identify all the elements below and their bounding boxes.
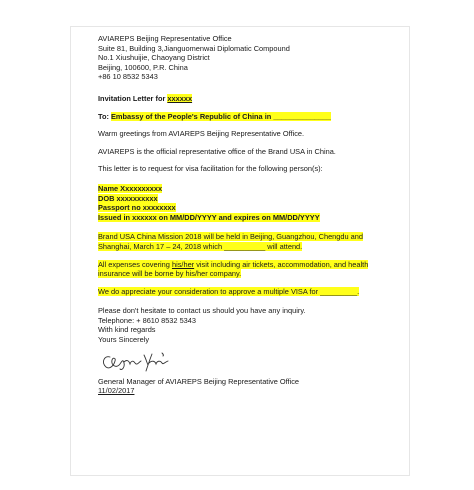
sender-line: Suite 81, Building 3,Jianguomenwai Diplomatic Compound bbox=[98, 43, 290, 53]
sender-address bbox=[98, 34, 388, 82]
person-details bbox=[98, 184, 388, 222]
request-text: This letter is to request for visa facilitation for the following person(s): bbox=[98, 164, 323, 174]
recipient-line: To: Embassy of the People's Republic of China in ______________ bbox=[98, 111, 331, 121]
intro-text: AVIAREPS is the official representative office of the Brand USA in China. bbox=[98, 146, 336, 156]
recipient-highlight: Embassy of the People's Republic of China in ______________ bbox=[111, 111, 331, 121]
letter-date: 11/02/2017 bbox=[98, 386, 135, 396]
letter-content bbox=[98, 34, 388, 396]
visa-blank: _________ bbox=[320, 286, 358, 296]
greeting-text: Warm greetings from AVIAREPS Beijing Representative Office. bbox=[98, 129, 305, 139]
sender-line: No.1 Xiushuijie, Chaoyang District bbox=[98, 53, 210, 63]
person-dob: DOB xxxxxxxxxx bbox=[98, 193, 158, 203]
closing-line: With kind regards bbox=[98, 325, 156, 335]
handwritten-signature bbox=[100, 349, 388, 375]
appreciate-paragraph: We do appreciate your consideration to approve a multiple VISA for _________. bbox=[98, 286, 360, 296]
closing-block bbox=[98, 306, 388, 344]
signatory-title: General Manager of AVIAREPS Beijing Representative Office bbox=[98, 376, 300, 386]
closing-line: Yours Sincerely bbox=[98, 335, 150, 345]
person-issued: Issued in xxxxxx on MM/DD/YYYY and expires on MM/DD/YYYY bbox=[98, 212, 320, 222]
closing-line: Telephone: + 8610 8532 5343 bbox=[98, 315, 197, 325]
mission-paragraph: Brand USA China Mission 2018 will be held in Beijing, Guangzhou, Chengdu and Shanghai, March 17 – 24, 2018 which __________ will attend. bbox=[98, 232, 364, 251]
person-name: Name Xxxxxxxxxx bbox=[98, 183, 163, 193]
expenses-paragraph: All expenses covering his/her visit including air tickets, accommodation, and health insurance will be borne by his/her company. bbox=[98, 259, 369, 279]
closing-line: Please don't hesitate to contact us should you have any inquiry. bbox=[98, 306, 306, 316]
person-passport: Passport no xxxxxxxx bbox=[98, 203, 176, 213]
his-her-underlined: his/her bbox=[171, 259, 195, 269]
sender-line: Beijing, 100600, P.R. China bbox=[98, 62, 188, 72]
letter-title: Invitation Letter for xxxxxx bbox=[98, 93, 193, 103]
sender-line: AVIAREPS Beijing Representative Office bbox=[98, 34, 232, 43]
mission-blank: __________ bbox=[224, 241, 266, 251]
sender-line: +86 10 8532 5343 bbox=[98, 72, 158, 82]
title-placeholder: xxxxxx bbox=[167, 93, 193, 103]
